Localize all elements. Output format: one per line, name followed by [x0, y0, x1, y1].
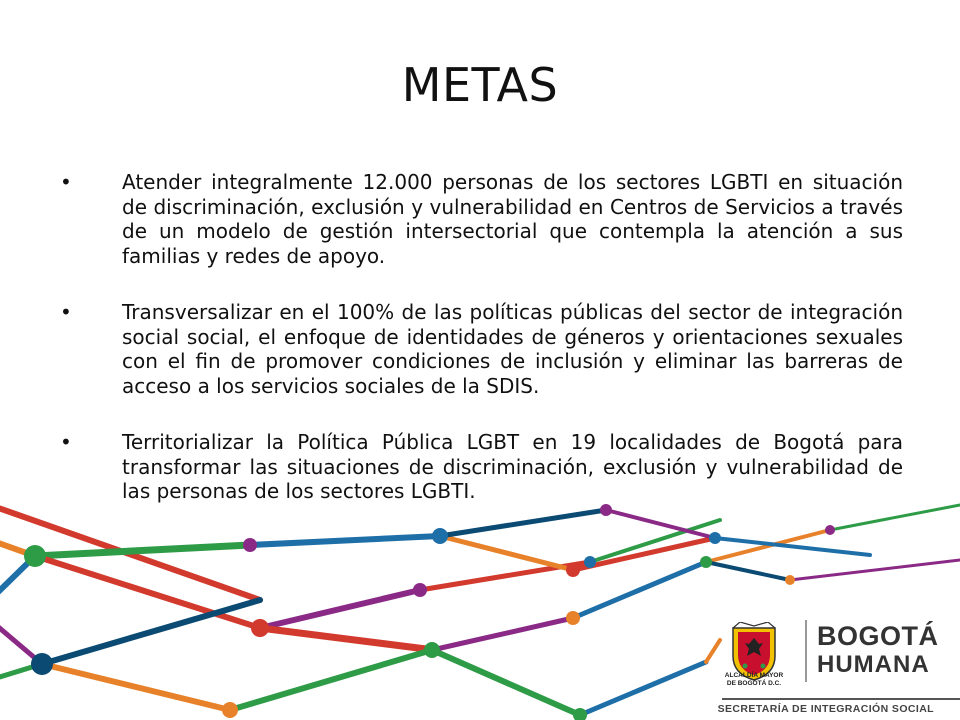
footer-label: SECRETARÍA DE INTEGRACIÓN SOCIAL: [717, 703, 934, 715]
bullet-list: [60, 170, 903, 536]
bullet-item: [60, 300, 903, 398]
bogota-humana-logo-line-2: HUMANA: [817, 651, 930, 678]
alcaldia-label: [715, 672, 793, 687]
bullet-marker: •: [60, 300, 72, 324]
bullet-item: [60, 170, 903, 268]
bullet-text: Transversalizar en el 100% de las políticas públicas del sector de integración social social, el enfoque de identidades de géneros y orientaciones sexuales con el fin de promover condiciones de inclusión y eliminar las barreras de acceso a los servicios sociales de la SDIS.: [122, 300, 903, 398]
footer-divider: [722, 698, 960, 700]
bullet-text: Territorializar la Política Pública LGBT en 19 localidades de Bogotá para transformar las situaciones de discriminación, exclusión y vulnerabilidad de las personas de los sectores LGBTI.: [122, 430, 903, 503]
bullet-marker: •: [60, 170, 72, 194]
alcaldia-line-1: ALCALDÍA MAYOR: [724, 672, 784, 679]
slide-title: METAS: [401, 58, 559, 112]
logo-area: [725, 614, 940, 694]
bullet-marker: •: [60, 430, 72, 454]
alcaldia-line-2: DE BOGOTÁ D.C.: [726, 679, 782, 687]
bogota-humana-logo-line-1: BOGOTÁ: [817, 621, 939, 651]
logo-divider: [805, 620, 807, 682]
bullet-item: [60, 430, 903, 504]
bullet-text: Atender integralmente 12.000 personas de los sectores LGBTI en situación de discriminación, exclusión y vulnerabilidad en Centros de Servicios a través de un modelo de gestión intersectorial que contempla la atención a sus familias y redes de apoyo.: [122, 170, 903, 268]
